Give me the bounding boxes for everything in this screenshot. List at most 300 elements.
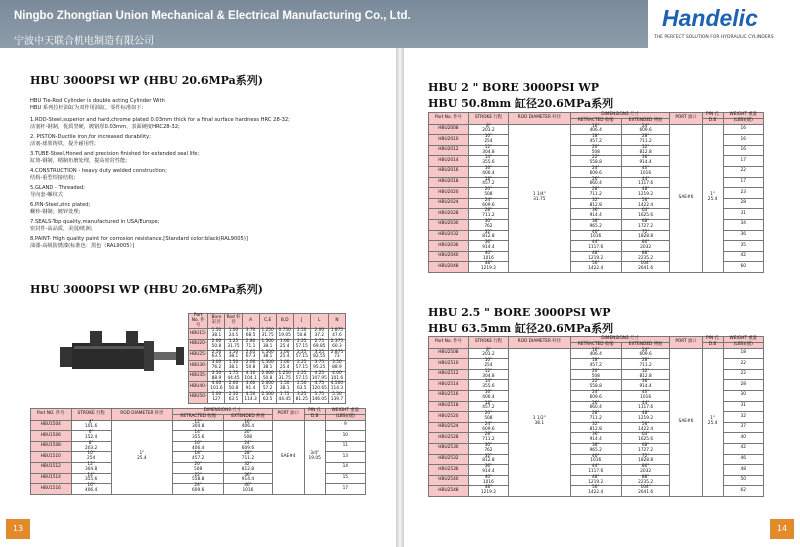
extended-cell: 40" 1016 — [621, 166, 669, 177]
weight-cell: 50 — [723, 475, 764, 486]
weight-cell: 10 — [325, 431, 365, 442]
extended-cell: 16" 406.4 — [224, 420, 272, 431]
rod-diameter-cell: 1 1/4" 31.75 — [509, 124, 571, 272]
weight-cell: 16 — [723, 135, 764, 146]
column-subheader: RETRACTED 收缩 — [570, 342, 621, 348]
part-number-cell: HBU2048 — [429, 262, 469, 273]
weight-cell: 18 — [723, 348, 764, 359]
table-cell: 4.25 107.95 — [311, 370, 327, 381]
table-cell: 1.50 38.1 — [225, 350, 242, 361]
part-number-cell: HBU1516 — [31, 484, 72, 495]
extended-cell: 40" 1016 — [224, 484, 272, 495]
column-header: L — [310, 314, 328, 329]
weight-cell: 34 — [723, 219, 764, 230]
part-number-cell: HBU2024 — [429, 198, 469, 209]
stroke-cell: 8" 203.2 — [468, 124, 508, 135]
column-header: A — [242, 314, 259, 329]
retracted-cell: 22" 558.8 — [570, 156, 621, 167]
column-subheader: (LBS)(磅) — [325, 414, 365, 420]
extended-cell: 28" 711.2 — [224, 452, 272, 463]
spec-item — [30, 219, 350, 232]
retracted-cell: 56" 1422.4 — [570, 262, 621, 273]
stroke-cell: 30" 762 — [468, 443, 508, 454]
extended-cell: 72" 1828.8 — [621, 230, 669, 241]
retracted-cell: 32" 812.8 — [570, 198, 621, 209]
weight-cell: 35 — [723, 241, 764, 252]
weight-cell: 48 — [723, 465, 764, 476]
rod-diameter-cell: 1" 25.4 — [111, 420, 172, 494]
spec-line: 缸筒-钢制，精制珩磨处理，提高密封性能; — [30, 157, 127, 164]
table-cell: 2.00 50.8 — [242, 361, 259, 372]
table-cell: 4.500 114.3 — [328, 382, 345, 393]
table-cell: 1.250 31.75 — [259, 329, 276, 340]
weight-cell: 30 — [723, 390, 764, 401]
part-number-cell: HBU1510 — [31, 452, 72, 463]
extended-cell: 28" 711.2 — [621, 135, 669, 146]
extended-cell: 72" 1828.8 — [621, 454, 669, 465]
retracted-cell: 18" 457.2 — [173, 452, 224, 463]
spec-line: 活塞杆-钢制，优质坚硬，镀铬厚0.03mm，表面硬度HRC28-32; — [30, 123, 180, 130]
weight-cell: 16 — [723, 124, 764, 135]
column-header: WEIGHT 重量 — [723, 337, 764, 343]
part-number-cell: HBU2516 — [429, 390, 469, 401]
retracted-cell: 48" 1219.2 — [570, 251, 621, 262]
table-cell: 2.75 69.85 — [310, 339, 328, 350]
table-cell: 1.875 47.6 — [328, 329, 345, 340]
part-number-cell: HBU2040 — [429, 251, 469, 262]
stroke-cell: 28" 711.2 — [468, 209, 508, 220]
column-subheader: D.B — [702, 118, 723, 124]
column-header: Part No. 件号 — [429, 113, 469, 125]
weight-cell: 9 — [325, 420, 365, 431]
table-cell: 4.00 101.6 — [208, 382, 225, 393]
spec-line: 6.PIN-Steel,zinc plated; — [30, 202, 91, 208]
column-subheader: (LBS)(磅) — [723, 342, 764, 348]
part-number-cell: HBU2524 — [429, 422, 469, 433]
table-cell: 1.75 44.45 — [225, 371, 242, 382]
table-cell: 4.00 101.6 — [328, 371, 345, 382]
extended-cell: 64" 1625.6 — [621, 209, 669, 220]
stroke-cell: 14" 355.6 — [468, 380, 508, 391]
extended-cell: 68" 1727.2 — [621, 443, 669, 454]
table-cell: HBU40- — [189, 382, 208, 393]
spec-item — [30, 168, 350, 181]
table-cell: 2.00 50.8 — [208, 339, 225, 350]
extended-cell: 88" 2235.2 — [621, 475, 669, 486]
company-name: Ningbo Zhongtian Union Mechanical & Electrical Manufacturing Co., Ltd. — [14, 10, 411, 22]
stroke-cell: 48" 1219.2 — [468, 262, 508, 273]
extended-cell: 20" 508 — [224, 431, 272, 442]
retracted-cell: 28" 711.2 — [570, 412, 621, 423]
weight-cell: 60 — [723, 262, 764, 273]
right-title-1b: HBU 50.8mm 缸径20.6MPa系列 — [428, 97, 614, 110]
table-cell: 3.50 88.9 — [208, 371, 225, 382]
part-number-cell: HBU2540 — [429, 475, 469, 486]
table-cell: 3.70 68.5 — [242, 329, 259, 340]
stroke-cell: 16" 406.4 — [71, 484, 111, 495]
table-cell: 2.25 57.15 — [293, 361, 310, 372]
stroke-cell: 36" 914.4 — [468, 241, 508, 252]
intro-line: HBU 系列拉杆油缸为双作用油缸，零件标准如下： — [30, 104, 147, 111]
column-header: STROKE 行程 — [468, 113, 508, 125]
extended-cell: 32" 812.8 — [621, 369, 669, 380]
spec-item — [30, 117, 350, 130]
table-cell: 3.60 91.4 — [242, 382, 259, 393]
part-number-cell: HBU2508 — [429, 348, 469, 359]
stroke-cell: 12" 304.8 — [468, 145, 508, 156]
table-cell: 1.500 38.1 — [259, 350, 276, 361]
spec-item — [30, 151, 350, 164]
column-header: ROD DIAMETER 杆径 — [509, 113, 571, 125]
port-cell: SAE#4 — [272, 420, 304, 494]
spec-line: 结构-重型焊接结构; — [30, 174, 76, 181]
stroke-cell: 8" 203.2 — [468, 348, 508, 359]
column-header: WEIGHT 重量 — [723, 113, 764, 119]
spec-line: 活塞-球墨铸铁，提升耐用性; — [30, 140, 96, 147]
column-subheader: RETRACTED 收缩 — [570, 118, 621, 124]
right-title-1a: HBU 2 " BORE 3000PSI WP — [428, 81, 600, 94]
spec-line: 3.TUBE-Steel,Honed and precision finished for extended seal life; — [30, 151, 200, 157]
part-number-cell: HBU2018 — [429, 177, 469, 188]
weight-cell: 31 — [723, 209, 764, 220]
spec-line: 密封件-高品质，美国/欧洲; — [30, 225, 93, 232]
table-cell: 2.80 71.1 — [242, 339, 259, 350]
weight-cell: 16 — [723, 145, 764, 156]
stroke-cell: 18" 457.2 — [468, 401, 508, 412]
extended-cell: 24" 609.6 — [621, 348, 669, 359]
column-header: ROD DIAMETER 杆径 — [509, 337, 571, 349]
extended-cell: 32" 812.8 — [621, 145, 669, 156]
part-number-cell: HBU2514 — [429, 380, 469, 391]
weight-cell: 22 — [723, 166, 764, 177]
weight-cell: 46 — [723, 454, 764, 465]
stroke-cell: 48" 1219.2 — [468, 486, 508, 497]
column-header: WEIGHT 重量 — [325, 409, 365, 415]
table-cell: HBU20- — [189, 339, 208, 350]
retracted-cell: 20" 508 — [570, 369, 621, 380]
weight-cell: 37 — [723, 422, 764, 433]
extended-cell: 64" 1625.6 — [621, 433, 669, 444]
part-number-cell: HBU2520 — [429, 412, 469, 423]
extended-cell: 88" 2235.2 — [621, 251, 669, 262]
part-number-cell: HBU2528 — [429, 433, 469, 444]
retracted-cell: 26" 660.4 — [570, 177, 621, 188]
part-number-cell: HBU2532 — [429, 454, 469, 465]
retracted-cell: 24" 609.6 — [570, 166, 621, 177]
stroke-cell: 32" 812.8 — [468, 454, 508, 465]
retracted-cell: 20" 508 — [173, 462, 224, 473]
column-header: STROKE 行程 — [71, 409, 111, 421]
dimension-table — [188, 313, 346, 404]
part-number-cell: HBU1514 — [31, 473, 72, 484]
column-header: PORT 油口 — [670, 337, 702, 349]
column-header: C,E — [259, 314, 276, 329]
page-number-right: 14 — [770, 519, 794, 539]
retracted-cell: 44" 1117.6 — [570, 465, 621, 476]
retracted-cell: 48" 1219.2 — [570, 475, 621, 486]
table-cell: 0.750 19.05 — [276, 329, 293, 340]
column-subheader: EXTENDED 伸展 — [224, 414, 272, 420]
retracted-cell: 40" 1016 — [570, 454, 621, 465]
retracted-cell: 16" 406.4 — [173, 441, 224, 452]
weight-cell: 32 — [723, 412, 764, 423]
table-cell: 2.50 63.5 — [225, 392, 242, 403]
stroke-cell: 8" 203.2 — [71, 441, 111, 452]
table-cell: 1.00 24.5 — [225, 329, 242, 340]
stroke-cell: 12" 304.8 — [468, 369, 508, 380]
spec-line: 2. PISTON-Ductile iron,for increased durability; — [30, 134, 151, 140]
table-cell: 2.25 57.15 — [293, 371, 310, 382]
stroke-cell: 4" 101.6 — [71, 420, 111, 431]
column-header: Bore 缸径 — [208, 314, 225, 329]
rod-diameter-cell: 1 1/2" 38.1 — [509, 348, 571, 496]
page-number-left: 13 — [6, 519, 30, 539]
extended-cell: 56" 1422.4 — [621, 198, 669, 209]
weight-cell: 14 — [325, 462, 365, 473]
column-subheader: RETRACTED 收缩 — [173, 414, 224, 420]
extended-cell: 24" 609.6 — [621, 124, 669, 135]
retracted-cell: 22" 558.8 — [173, 473, 224, 484]
retracted-cell: 12" 304.8 — [173, 420, 224, 431]
logo — [648, 0, 800, 48]
weight-cell: 23 — [723, 188, 764, 199]
table-cell: 1.00 25.4 — [276, 350, 293, 361]
weight-cell: 28 — [723, 198, 764, 209]
stroke-cell: 40" 1016 — [468, 251, 508, 262]
spec-item — [30, 236, 350, 249]
spec-line: 8.PAINT- High quality paint for corrosion resistance.[Standard color:black(RAL9005)] — [30, 236, 248, 242]
stroke-cell: 32" 812.8 — [468, 230, 508, 241]
weight-cell: 22 — [723, 359, 764, 370]
extended-cell: 68" 1727.2 — [621, 219, 669, 230]
table-cell: 2.875 73 — [328, 350, 345, 361]
extended-cell: 48" 1219.2 — [621, 188, 669, 199]
part-number-cell: HBU2010 — [429, 135, 469, 146]
stroke-cell: 24" 609.6 — [468, 198, 508, 209]
stroke-cell: 28" 711.2 — [468, 433, 508, 444]
stroke-cell: 36" 914.4 — [468, 465, 508, 476]
table-cell: HBU50- — [189, 392, 208, 403]
column-header: STROKE 行程 — [468, 337, 508, 349]
part-number-cell: HBU2016 — [429, 166, 469, 177]
table-cell: 3.25 82.55 — [310, 350, 328, 361]
table-cell: 1.500 38.1 — [259, 339, 276, 350]
table-row — [189, 382, 346, 393]
retracted-cell: 16" 406.4 — [570, 124, 621, 135]
column-header: Part NO. 件号 — [31, 409, 72, 421]
column-header: DIMENSIONS 尺寸 — [570, 337, 670, 343]
extended-cell: 80" 2032 — [621, 465, 669, 476]
table-cell: 2.25 57.15 — [293, 339, 310, 350]
table-row — [189, 329, 346, 340]
cylinder-drawing — [56, 313, 186, 391]
table-row — [189, 339, 346, 350]
weight-cell: 11 — [325, 441, 365, 452]
column-header: N — [328, 314, 345, 329]
retracted-cell: 18" 457.2 — [570, 135, 621, 146]
table-cell: 3.75 95.25 — [310, 361, 328, 372]
column-subheader: EXTENDED 伸展 — [621, 342, 669, 348]
table-cell: 4.50 114.3 — [242, 392, 259, 403]
spec-line: 导向套-螺纹式 — [30, 191, 63, 198]
column-subheader: D.B — [304, 414, 325, 420]
spec-line: 油漆-高级防锈漆(标准色：黑色（RAL9005）] — [30, 242, 135, 249]
extended-cell: 24" 609.6 — [224, 441, 272, 452]
table-cell: 1.50 38.1 — [208, 329, 225, 340]
table-cell: 1.50 38.1 — [276, 382, 293, 393]
table-cell: 5.00 127 — [208, 392, 225, 403]
part-number-cell: HBU2036 — [429, 241, 469, 252]
spec-line: 5.GLAND - Threaded; — [30, 185, 85, 191]
table-cell: 1.250 31.75 — [276, 371, 293, 382]
part-number-cell: HBU2536 — [429, 465, 469, 476]
table-cell: 2.000 50.8 — [259, 371, 276, 382]
column-header: J — [293, 314, 310, 329]
stroke-cell: 16" 406.4 — [468, 390, 508, 401]
stroke-cell: 6" 152.4 — [71, 431, 111, 442]
extended-cell: 104" 2641.6 — [621, 262, 669, 273]
stroke-cell: 10" 254 — [71, 452, 111, 463]
spec-item — [30, 202, 350, 215]
column-header: B,D — [276, 314, 293, 329]
stroke-cell: 14" 355.6 — [468, 156, 508, 167]
weight-cell: 31 — [723, 401, 764, 412]
part-number-cell: HBU2530 — [429, 443, 469, 454]
stroke-cell: 30" 762 — [468, 219, 508, 230]
table-cell: 1.50 38.1 — [225, 361, 242, 372]
extended-cell: 36" 914.4 — [621, 156, 669, 167]
table-cell: 2.50 63.5 — [208, 350, 225, 361]
table-cell: 2.000 57.2 — [259, 382, 276, 393]
spec-item — [30, 185, 350, 198]
column-header: Rod 杆径 — [225, 314, 242, 329]
retracted-cell: 24" 609.6 — [570, 390, 621, 401]
page-gutter — [396, 48, 404, 547]
retracted-cell: 26" 660.4 — [570, 401, 621, 412]
part-number-cell: HBU2012 — [429, 145, 469, 156]
extended-cell: 56" 1422.4 — [621, 422, 669, 433]
weight-cell: 62 — [723, 486, 764, 497]
spec-list — [30, 117, 350, 253]
retracted-cell: 28" 711.2 — [570, 188, 621, 199]
column-header: Part No. 件号 — [429, 337, 469, 349]
extended-cell: 36" 914.4 — [621, 380, 669, 391]
stroke-cell: 10" 254 — [468, 135, 508, 146]
part-number-cell: HBU2014 — [429, 156, 469, 167]
retracted-cell: 38" 965.2 — [570, 443, 621, 454]
column-subheader: (LBS)(磅) — [723, 118, 764, 124]
extended-cell: 36" 914.4 — [224, 473, 272, 484]
port-cell: SAE#6 — [670, 124, 702, 272]
column-subheader: EXTENDED 伸展 — [621, 118, 669, 124]
extended-cell: 32" 812.8 — [224, 462, 272, 473]
retracted-cell: 18" 457.2 — [570, 359, 621, 370]
logo-tagline: THE PERFECT SOLUTION FOR HYDRAULIC CYLINDERS — [654, 35, 774, 40]
weight-cell: 13 — [325, 452, 365, 463]
part-number-cell: HBU1506 — [31, 431, 72, 442]
stroke-cell: 40" 1016 — [468, 475, 508, 486]
weight-cell: 42 — [723, 251, 764, 262]
retracted-cell: 36" 914.4 — [570, 209, 621, 220]
part-number-cell: HBU2030 — [429, 219, 469, 230]
extended-cell: 40" 1016 — [621, 390, 669, 401]
table-cell: 1.500 38.1 — [259, 361, 276, 372]
column-header: PORT 油口 — [272, 409, 304, 421]
column-subheader: D.B — [702, 342, 723, 348]
table-cell: 4.10 104.1 — [242, 371, 259, 382]
column-header: PIN 孔 — [702, 113, 723, 119]
spec-line: 7.SEALS-Top quality,manufactured in USA/Europe; — [30, 219, 160, 225]
part-number-cell: HBU2008 — [429, 124, 469, 135]
table-cell: 5.75 146.05 — [311, 391, 327, 402]
part-number-cell: HBU2032 — [429, 230, 469, 241]
table-cell: 2.50 63.5 — [293, 382, 310, 393]
stroke-cell: 10" 254 — [468, 359, 508, 370]
table-cell: 4.75 120.65 — [311, 381, 327, 392]
table-cell: 3.00 76.2 — [208, 361, 225, 372]
hbu20-table — [428, 112, 764, 273]
intro-line: HBU Tie-Rod Cylinder is double acting Cylinder With — [30, 98, 165, 104]
extended-cell: 48" 1219.2 — [621, 412, 669, 423]
stroke-cell: 20" 508 — [468, 412, 508, 423]
table-cell: 2.500 63.5 — [259, 392, 276, 403]
extended-cell: 104" 2641.6 — [621, 486, 669, 497]
stroke-cell: 18" 457.2 — [468, 177, 508, 188]
weight-cell: 17 — [325, 484, 365, 495]
spec-item — [30, 134, 350, 147]
column-header: ROD DIAMETER 杆径 — [111, 409, 172, 421]
extended-cell: 28" 711.2 — [621, 359, 669, 370]
extended-cell: 80" 2032 — [621, 241, 669, 252]
spec-line: 1.ROD-Steel,superior and hard,chrome plated 0.03mm thick for a final surface hardness HRC 28-32; — [30, 117, 290, 123]
table-row — [189, 361, 346, 372]
spec-line: 4.CONSTRUCTION - heavy duty welded construction; — [30, 168, 167, 174]
retracted-cell: 20" 508 — [570, 145, 621, 156]
column-header: DIMENSIONS 尺寸 — [570, 113, 670, 119]
table-cell: 1.25 31.75 — [225, 339, 242, 350]
part-number-cell: HBU2512 — [429, 369, 469, 380]
retracted-cell: 16" 406.4 — [570, 348, 621, 359]
table-cell: 2.00 37.2 — [310, 329, 328, 340]
retracted-cell: 32" 812.8 — [570, 422, 621, 433]
weight-cell: 28 — [723, 380, 764, 391]
left-title: HBU 3000PSI WP (HBU 20.6MPa系列) — [30, 74, 263, 87]
table-cell: HBU15- — [189, 329, 208, 340]
hbu25-table — [428, 336, 764, 497]
stroke-cell: 14" 355.6 — [71, 473, 111, 484]
part-number-cell: HBU1504 — [31, 420, 72, 431]
weight-cell: 15 — [325, 473, 365, 484]
retracted-cell: 44" 1117.6 — [570, 241, 621, 252]
weight-cell: 17 — [723, 177, 764, 188]
column-header: PIN 孔 — [702, 337, 723, 343]
part-number-cell: HBU2518 — [429, 401, 469, 412]
pin-cell: 3/4" 19.05 — [304, 420, 325, 494]
column-header: PORT 油口 — [670, 113, 702, 125]
column-header: DIMENSIONS 尺寸 — [173, 409, 273, 415]
left-title-2: HBU 3000PSI WP (HBU 20.6MPa系列) — [30, 283, 263, 296]
right-title-2a: HBU 2.5 " BORE 3000PSI WP — [428, 306, 611, 319]
retracted-cell: 38" 965.2 — [570, 219, 621, 230]
right-title-2b: HBU 63.5mm 缸径20.6MPa系列 — [428, 322, 614, 335]
part-number-cell: HBU2548 — [429, 486, 469, 497]
stroke-cell: 20" 508 — [468, 188, 508, 199]
weight-cell: 40 — [723, 433, 764, 444]
port-cell: SAE#6 — [670, 348, 702, 496]
stroke-cell: 16" 406.4 — [468, 166, 508, 177]
table-cell: 1.00 25.4 — [276, 339, 293, 350]
table-cell: 1.00 25.4 — [276, 361, 293, 372]
